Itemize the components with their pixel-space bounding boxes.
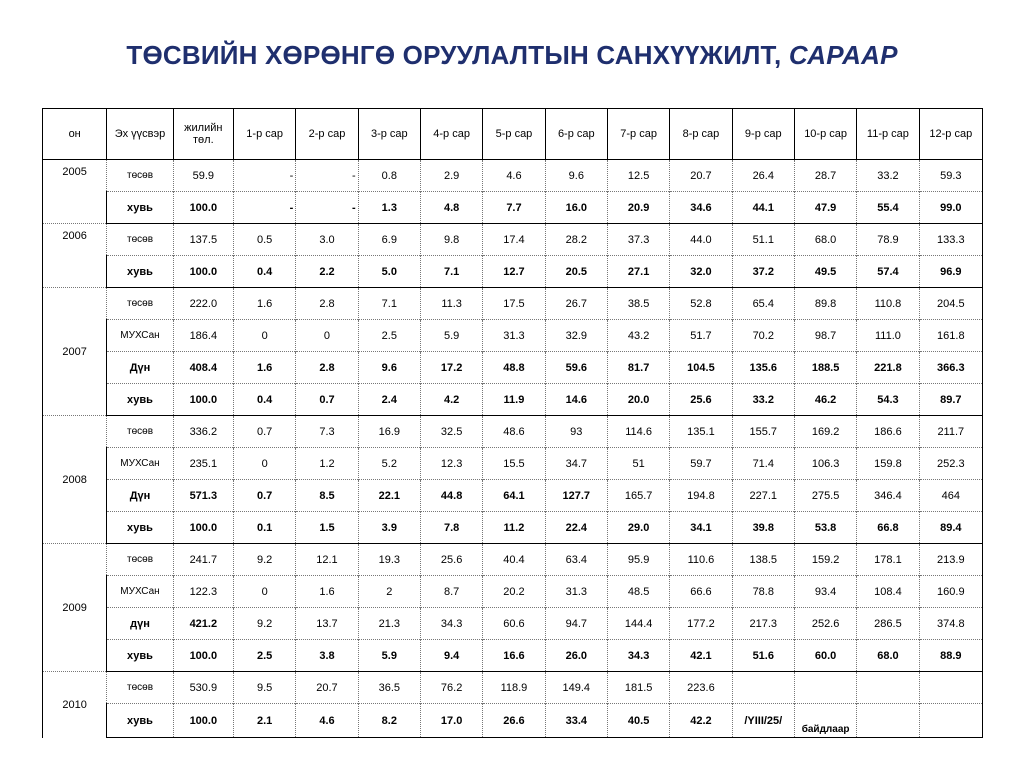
value-cell: 9.4 [420,640,482,672]
value-cell: 98.7 [794,320,856,352]
value-cell: 2 [358,576,420,608]
source-cell: хувь [107,384,173,416]
value-cell: - [296,192,358,224]
value-cell: 17.4 [483,224,545,256]
value-cell: 3.9 [358,512,420,544]
value-cell: 40.5 [607,704,669,738]
year-cell: 2006 [43,224,107,288]
value-cell: 34.7 [545,448,607,480]
value-cell: 78.9 [857,224,919,256]
value-cell: 252.3 [919,448,982,480]
value-cell: 44.1 [732,192,794,224]
table-row [43,160,983,192]
value-cell: 40.4 [483,544,545,576]
value-cell: 8.7 [420,576,482,608]
value-cell: 53.8 [794,512,856,544]
source-cell: төсөв [107,672,173,704]
value-cell: 60.6 [483,608,545,640]
value-cell: 122.3 [173,576,233,608]
value-cell: 149.4 [545,672,607,704]
value-cell: 26.6 [483,704,545,738]
col-header: жилийн төл. [173,109,233,160]
table-row [43,192,983,224]
value-cell: 47.9 [794,192,856,224]
value-cell: 181.5 [607,672,669,704]
value-cell: 0.7 [233,416,295,448]
value-cell: 0.5 [233,224,295,256]
source-cell: хувь [107,704,173,738]
col-header: 9-р сар [732,109,794,160]
value-cell: 42.1 [670,640,732,672]
value-cell: 252.6 [794,608,856,640]
value-cell: 68.0 [794,224,856,256]
value-cell: 2.9 [420,160,482,192]
value-cell: 49.5 [794,256,856,288]
value-cell: 20.0 [607,384,669,416]
value-cell: 59.9 [173,160,233,192]
value-cell: - [233,192,295,224]
value-cell: 65.4 [732,288,794,320]
value-cell: 89.4 [919,512,982,544]
source-cell: төсөв [107,160,173,192]
value-cell: 4.2 [420,384,482,416]
value-cell: 408.4 [173,352,233,384]
value-cell: 12.3 [420,448,482,480]
table-row [43,256,983,288]
value-cell: 9.6 [358,352,420,384]
value-cell: 9.2 [233,544,295,576]
value-cell: 1.6 [233,288,295,320]
value-cell: 286.5 [857,608,919,640]
value-cell: 133.3 [919,224,982,256]
financing-table [42,108,983,738]
header-row [43,109,983,160]
value-cell: 78.8 [732,576,794,608]
value-cell: 155.7 [732,416,794,448]
value-cell: 165.7 [607,480,669,512]
value-cell: 5.2 [358,448,420,480]
source-cell: төсөв [107,544,173,576]
value-cell: 223.6 [670,672,732,704]
value-cell: 17.0 [420,704,482,738]
value-cell: 46.2 [794,384,856,416]
value-cell: 275.5 [794,480,856,512]
value-cell: 59.7 [670,448,732,480]
value-cell: 4.8 [420,192,482,224]
value-cell: 34.3 [420,608,482,640]
col-header: он [43,109,107,160]
value-cell: 20.9 [607,192,669,224]
value-cell: - [233,160,295,192]
value-cell: 38.5 [607,288,669,320]
value-cell: 1.6 [296,576,358,608]
value-cell: 2.8 [296,288,358,320]
value-cell: 4.6 [296,704,358,738]
value-cell: 34.6 [670,192,732,224]
value-cell: 9.6 [545,160,607,192]
table-row [43,576,983,608]
col-header: 8-р сар [670,109,732,160]
value-cell: 186.6 [857,416,919,448]
value-cell: - [296,160,358,192]
value-cell: 0 [296,320,358,352]
value-cell: 204.5 [919,288,982,320]
value-cell: 100.0 [173,192,233,224]
value-cell: 76.2 [420,672,482,704]
source-cell: хувь [107,640,173,672]
value-cell: 114.6 [607,416,669,448]
value-cell: 2.5 [233,640,295,672]
value-cell: 2.1 [233,704,295,738]
value-cell: 44.8 [420,480,482,512]
value-cell: 194.8 [670,480,732,512]
value-cell: 5.9 [358,640,420,672]
value-cell: 66.8 [857,512,919,544]
value-cell: 20.5 [545,256,607,288]
value-cell: 12.5 [607,160,669,192]
table-row [43,448,983,480]
value-cell: 44.0 [670,224,732,256]
value-cell: 94.7 [545,608,607,640]
value-cell: 3.8 [296,640,358,672]
source-cell: төсөв [107,224,173,256]
value-cell: 0.8 [358,160,420,192]
value-cell: 0.7 [296,384,358,416]
value-cell [919,672,982,704]
col-header: 11-р сар [857,109,919,160]
value-cell: 54.3 [857,384,919,416]
value-cell: 52.8 [670,288,732,320]
value-cell: 2.8 [296,352,358,384]
value-cell: 100.0 [173,704,233,738]
table-row [43,416,983,448]
value-cell: 188.5 [794,352,856,384]
value-cell: 7.8 [420,512,482,544]
source-cell: МУХСан [107,448,173,480]
value-cell: 100.0 [173,512,233,544]
value-cell: 8.2 [358,704,420,738]
source-cell: төсөв [107,288,173,320]
value-cell: 26.4 [732,160,794,192]
value-cell: 0.4 [233,384,295,416]
value-cell: 16.9 [358,416,420,448]
col-header: 5-р сар [483,109,545,160]
source-cell: төсөв [107,416,173,448]
value-cell: 12.1 [296,544,358,576]
value-cell: 19.3 [358,544,420,576]
value-cell: 51.1 [732,224,794,256]
value-cell: 4.6 [483,160,545,192]
value-cell: 159.2 [794,544,856,576]
value-cell: 9.5 [233,672,295,704]
value-cell: 159.8 [857,448,919,480]
value-cell: 178.1 [857,544,919,576]
value-cell: 26.0 [545,640,607,672]
value-cell: 20.7 [670,160,732,192]
table-row [43,224,983,256]
value-cell: 34.1 [670,512,732,544]
date-note-suffix: байдлаар [794,704,856,738]
value-cell [732,672,794,704]
value-cell: 2.4 [358,384,420,416]
value-cell: 22.1 [358,480,420,512]
value-cell: 39.8 [732,512,794,544]
value-cell: 9.8 [420,224,482,256]
value-cell: 51 [607,448,669,480]
value-cell: 161.8 [919,320,982,352]
value-cell [919,704,982,738]
table-row [43,480,983,512]
value-cell: 99.0 [919,192,982,224]
value-cell: 21.3 [358,608,420,640]
value-cell: 235.1 [173,448,233,480]
value-cell: 0.4 [233,256,295,288]
value-cell: 7.1 [420,256,482,288]
value-cell: 346.4 [857,480,919,512]
value-cell: 89.7 [919,384,982,416]
value-cell: 213.9 [919,544,982,576]
value-cell: 421.2 [173,608,233,640]
value-cell: 3.0 [296,224,358,256]
value-cell: 111.0 [857,320,919,352]
date-note: /YIII/25/ [732,704,794,738]
value-cell: 127.7 [545,480,607,512]
value-cell: 100.0 [173,640,233,672]
value-cell: 118.9 [483,672,545,704]
value-cell: 138.5 [732,544,794,576]
value-cell: 93.4 [794,576,856,608]
value-cell: 42.2 [670,704,732,738]
value-cell: 1.3 [358,192,420,224]
value-cell: 2.5 [358,320,420,352]
value-cell: 221.8 [857,352,919,384]
value-cell: 33.4 [545,704,607,738]
value-cell: 31.3 [545,576,607,608]
value-cell: 110.6 [670,544,732,576]
value-cell: 20.2 [483,576,545,608]
value-cell: 48.8 [483,352,545,384]
page-title [0,40,1024,71]
value-cell: 464 [919,480,982,512]
table-row [43,512,983,544]
value-cell: 37.3 [607,224,669,256]
value-cell: 28.2 [545,224,607,256]
value-cell: 71.4 [732,448,794,480]
value-cell: 2.2 [296,256,358,288]
value-cell: 59.6 [545,352,607,384]
table-row [43,704,983,738]
col-header: Эх үүсвэр [107,109,173,160]
source-cell: Дүн [107,352,173,384]
value-cell: 1.2 [296,448,358,480]
table-row [43,640,983,672]
value-cell: 16.0 [545,192,607,224]
value-cell: 17.2 [420,352,482,384]
col-header: 1-р сар [233,109,295,160]
value-cell: 22.4 [545,512,607,544]
value-cell: 89.8 [794,288,856,320]
value-cell: 32.9 [545,320,607,352]
source-cell: хувь [107,256,173,288]
value-cell: 95.9 [607,544,669,576]
value-cell: 63.4 [545,544,607,576]
value-cell [857,704,919,738]
value-cell: 108.4 [857,576,919,608]
value-cell: 0.1 [233,512,295,544]
source-cell: дүн [107,608,173,640]
value-cell: 59.3 [919,160,982,192]
source-cell: МУХСан [107,320,173,352]
value-cell: 68.0 [857,640,919,672]
value-cell: 33.2 [857,160,919,192]
value-cell: 6.9 [358,224,420,256]
value-cell: 70.2 [732,320,794,352]
value-cell: 51.6 [732,640,794,672]
value-cell: 110.8 [857,288,919,320]
value-cell: 374.8 [919,608,982,640]
value-cell: 32.5 [420,416,482,448]
value-cell: 15.5 [483,448,545,480]
value-cell: 64.1 [483,480,545,512]
value-cell: 160.9 [919,576,982,608]
source-cell: МУХСан [107,576,173,608]
value-cell: 26.7 [545,288,607,320]
year-cell: 2009 [43,544,107,672]
value-cell: 7.7 [483,192,545,224]
value-cell: 227.1 [732,480,794,512]
value-cell: 1.6 [233,352,295,384]
value-cell: 100.0 [173,384,233,416]
table-row [43,352,983,384]
value-cell: 222.0 [173,288,233,320]
value-cell: 11.9 [483,384,545,416]
year-cell: 2007 [43,288,107,416]
value-cell: 11.2 [483,512,545,544]
value-cell: 186.4 [173,320,233,352]
title-italic: САРААР [788,40,898,70]
year-cell: 2008 [43,416,107,544]
col-header: 6-р сар [545,109,607,160]
value-cell: 241.7 [173,544,233,576]
value-cell: 0.7 [233,480,295,512]
value-cell: 1.5 [296,512,358,544]
value-cell: 88.9 [919,640,982,672]
value-cell: 336.2 [173,416,233,448]
table-row [43,544,983,576]
value-cell: 57.4 [857,256,919,288]
value-cell: 48.6 [483,416,545,448]
value-cell: 33.2 [732,384,794,416]
table-row [43,320,983,352]
value-cell: 137.5 [173,224,233,256]
value-cell: 144.4 [607,608,669,640]
value-cell: 12.7 [483,256,545,288]
value-cell: 104.5 [670,352,732,384]
value-cell: 177.2 [670,608,732,640]
value-cell: 14.6 [545,384,607,416]
value-cell: 66.6 [670,576,732,608]
value-cell: 100.0 [173,256,233,288]
value-cell: 60.0 [794,640,856,672]
year-cell: 2005 [43,160,107,224]
value-cell: 93 [545,416,607,448]
value-cell: 27.1 [607,256,669,288]
value-cell: 20.7 [296,672,358,704]
value-cell: 55.4 [857,192,919,224]
value-cell: 13.7 [296,608,358,640]
value-cell: 5.9 [420,320,482,352]
col-header: 7-р сар [607,109,669,160]
title-main: ТӨСВИЙН ХӨРӨНГӨ ОРУУЛАЛТЫН САНХҮҮЖИЛТ, [126,40,782,70]
col-header: 2-р сар [296,109,358,160]
source-cell: хувь [107,192,173,224]
value-cell: 571.3 [173,480,233,512]
value-cell: 5.0 [358,256,420,288]
value-cell: 217.3 [732,608,794,640]
col-header: 10-р сар [794,109,856,160]
value-cell [857,672,919,704]
table-row [43,608,983,640]
value-cell: 0 [233,320,295,352]
value-cell: 8.5 [296,480,358,512]
value-cell: 25.6 [420,544,482,576]
value-cell: 29.0 [607,512,669,544]
value-cell: 9.2 [233,608,295,640]
value-cell: 0 [233,448,295,480]
source-cell: хувь [107,512,173,544]
value-cell: 34.3 [607,640,669,672]
col-header: 4-р сар [420,109,482,160]
table-row [43,384,983,416]
value-cell: 0 [233,576,295,608]
table-row [43,672,983,704]
source-cell: Дүн [107,480,173,512]
value-cell: 32.0 [670,256,732,288]
value-cell: 96.9 [919,256,982,288]
col-header: 3-р сар [358,109,420,160]
value-cell: 51.7 [670,320,732,352]
value-cell: 169.2 [794,416,856,448]
value-cell: 135.1 [670,416,732,448]
value-cell: 81.7 [607,352,669,384]
value-cell: 7.3 [296,416,358,448]
value-cell: 7.1 [358,288,420,320]
value-cell: 48.5 [607,576,669,608]
value-cell: 37.2 [732,256,794,288]
value-cell: 28.7 [794,160,856,192]
value-cell: 366.3 [919,352,982,384]
value-cell: 530.9 [173,672,233,704]
value-cell: 11.3 [420,288,482,320]
value-cell: 36.5 [358,672,420,704]
value-cell: 106.3 [794,448,856,480]
value-cell: 16.6 [483,640,545,672]
value-cell: 31.3 [483,320,545,352]
value-cell: 211.7 [919,416,982,448]
value-cell: 43.2 [607,320,669,352]
value-cell: 17.5 [483,288,545,320]
value-cell: 135.6 [732,352,794,384]
table-row [43,288,983,320]
value-cell: 25.6 [670,384,732,416]
col-header: 12-р сар [919,109,982,160]
year-cell: 2010 [43,672,107,738]
value-cell [794,672,856,704]
